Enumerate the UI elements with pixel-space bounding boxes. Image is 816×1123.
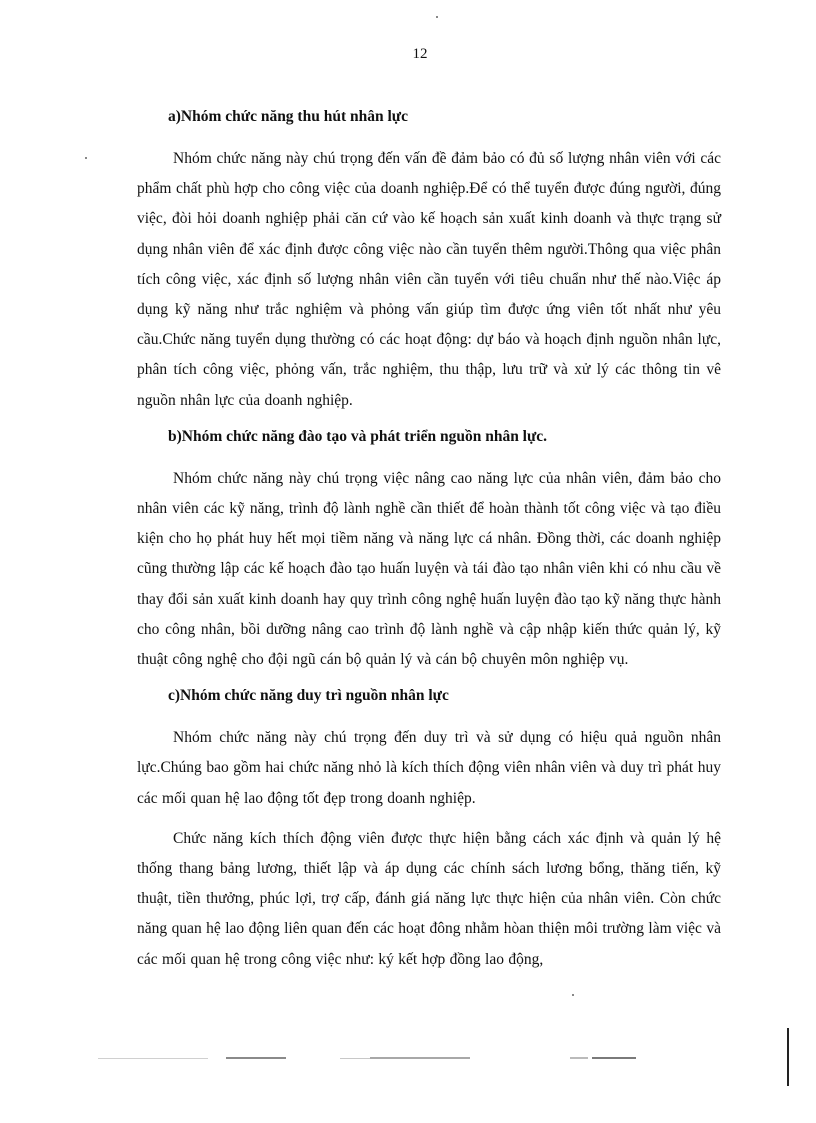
document-body	[137, 106, 721, 975]
page-edge-mark	[787, 1028, 789, 1086]
section-a-paragraph: Nhóm chức năng này chú trọng đến vấn đề đảm bảo có đủ số lượng nhân viên với các phẩm chất phù hợp cho công việc của doanh nghiệp.Để có thể tuyển được đúng người, đúng việc, đòi hỏi doanh nghiệp phải căn cứ vào kế hoạch sản xuất kinh doanh và thực trạng sử dụng nhân viên để xác định được công việc nào cần tuyển thêm người.Thông qua việc phân tích công việc, xác định số lượng nhân viên cần tuyển với tiêu chuẩn như thế nào.Việc áp dụng kỹ năng như trắc nghiệm và phỏng vấn giúp tìm được ứng viên tốt nhất như yêu cầu.Chức năng tuyển dụng thường có các hoạt động: dự báo và hoạch định nguồn nhân lực, phân tích công việc, phỏng vấn, trắc nghiệm, thu thập, lưu trữ và xử lý các thông tin vê nguồn nhân lực của doanh nghiệp.	[137, 150, 721, 409]
section-c-paragraph-2: Chức năng kích thích động viên được thực hiện bằng cách xác định và quản lý hệ thống thang bảng lương, thiết lập và áp dụng các chính sách lương bổng, thăng tiến, kỹ thuật, tiền thưởng, phúc lợi, trợ cấp, đánh giá năng lực thực hiện của nhân viên. Còn chức năng quan hệ lao động liên quan đến các hoạt đông nhằm hòan thiện môi trường làm việc và các mối quan hệ trong công việc như: ký kết hợp đồng lao động,	[137, 829, 721, 968]
page-number: 12	[412, 46, 428, 62]
scan-artifact-dot	[572, 994, 574, 996]
scan-artifact-line	[370, 1057, 470, 1059]
section-c	[137, 685, 721, 975]
section-b-paragraph: Nhóm chức năng này chú trọng việc nâng cao năng lực của nhân viên, đảm bảo cho nhân viên các kỹ năng, trình độ lành nghề cần thiết để hoàn thành tốt công việc và tạo điều kiện cho họ phát huy hết mọi tiềm năng và năng lực cá nhân. Đồng thời, các doanh nghiệp cũng thường lập các kế hoạch đào tạo huấn luyện và tái đào tạo nhân viên khi có nhu cầu về thay đổi sản xuất kinh doanh hay quy trình công nghệ huấn luyện đào tạo kỹ năng thực hành cho công nhân, bồi dưỡng nâng cao trình độ lành nghề và cập nhập kiến thức quản lý, kỹ thuật công nghệ cho đội ngũ cán bộ quản lý và cán bộ chuyên môn nghiệp vụ.	[137, 469, 721, 669]
section-c-heading: c)Nhóm chức năng duy trì nguồn nhân lực	[168, 687, 449, 705]
section-a-heading: a)Nhóm chức năng thu hút nhân lực	[168, 108, 408, 125]
scan-artifact-line	[98, 1058, 208, 1059]
scan-artifact-line	[570, 1057, 588, 1059]
scan-artifact-dot	[85, 157, 87, 159]
section-c-paragraph-1: Nhóm chức năng này chú trọng đến duy trì và sử dụng có hiệu quả nguồn nhân lực.Chúng bao gồm hai chức năng nhỏ là kích thích động viên nhân viên và duy trì phát huy các mối quan hệ lao động tốt đẹp trong doanh nghiệp.	[137, 729, 721, 807]
scan-artifact-dot	[436, 16, 438, 18]
section-a	[137, 106, 721, 416]
scan-artifact-line	[592, 1057, 636, 1059]
section-b-heading: b)Nhóm chức năng đào tạo và phát triển nguồn nhân lực.	[168, 427, 548, 445]
section-b	[137, 426, 721, 675]
scan-artifact-line	[226, 1057, 286, 1059]
